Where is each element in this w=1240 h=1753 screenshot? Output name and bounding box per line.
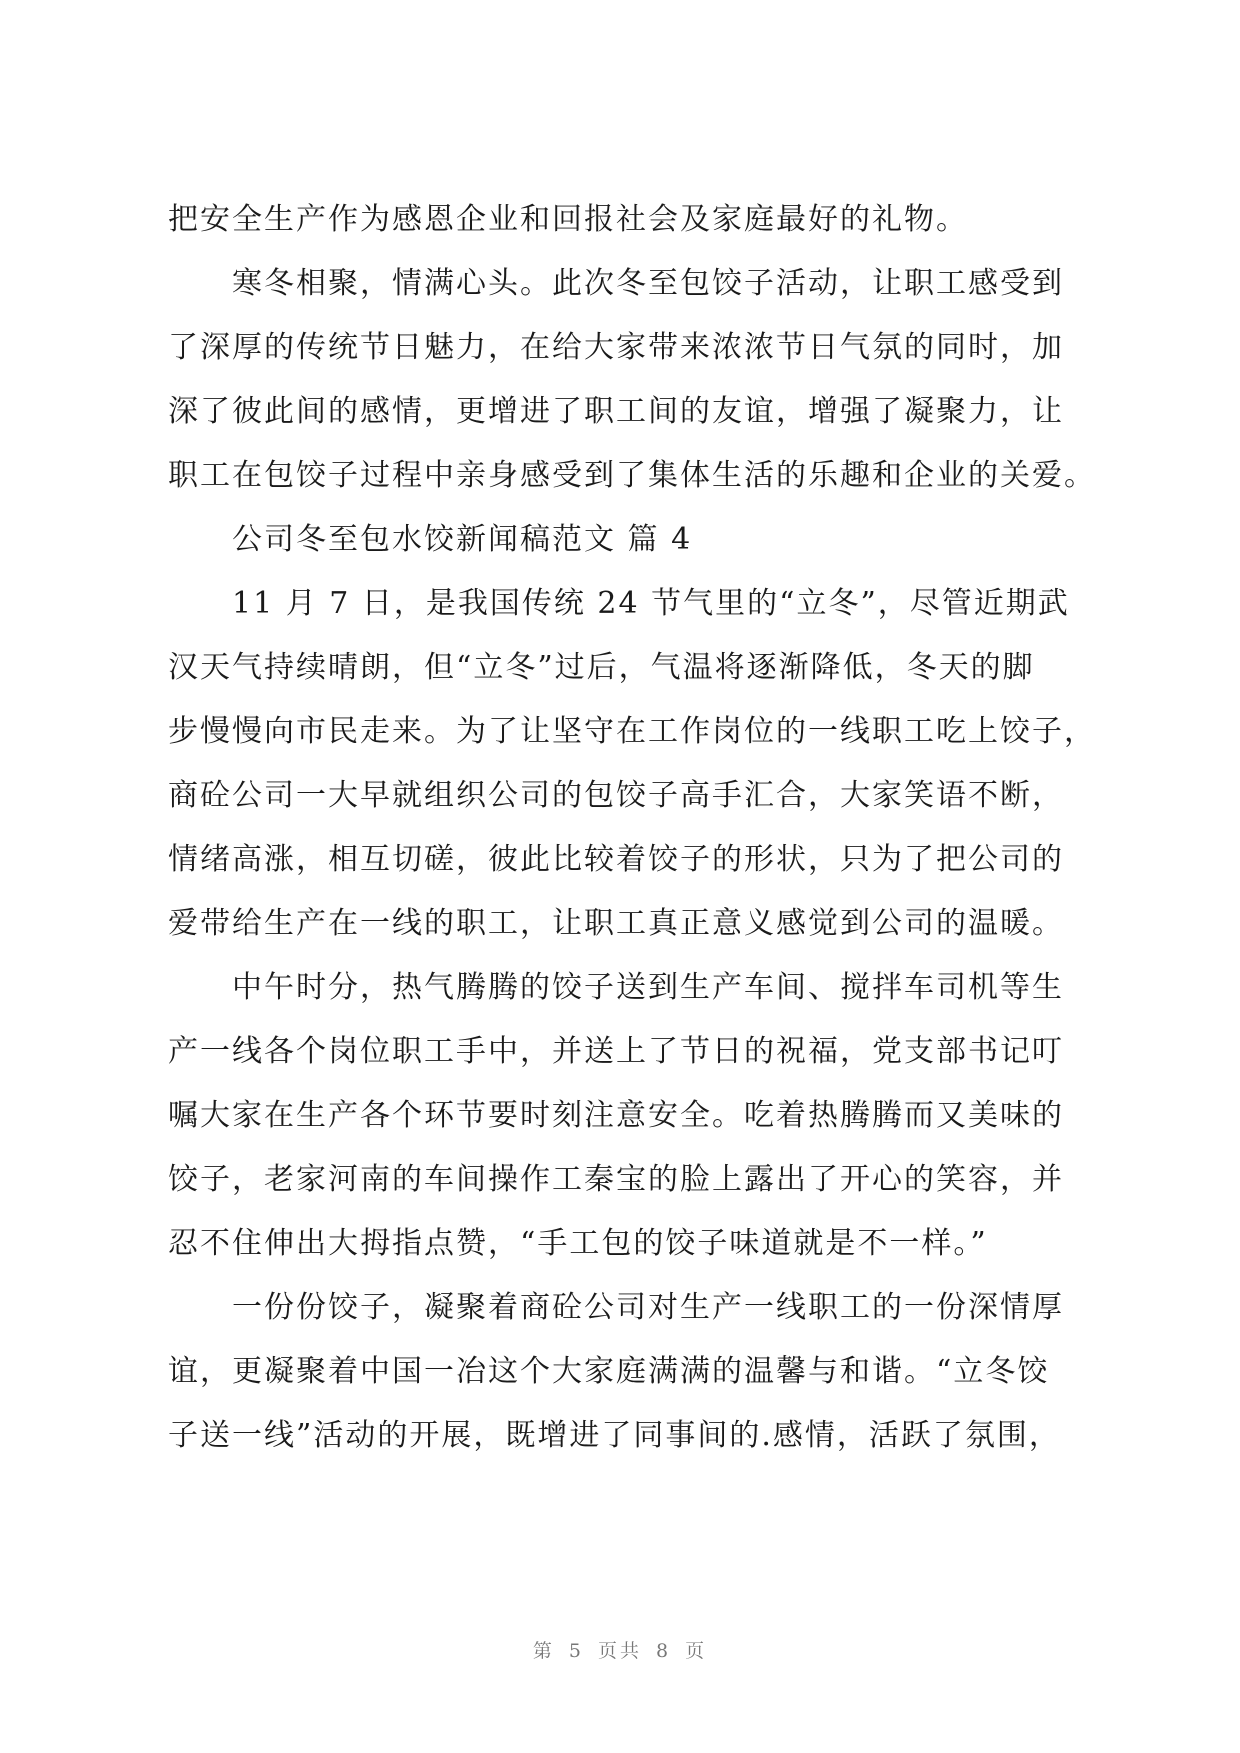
text-line: 汉天气持续晴朗，但“立冬”过后，气温将逐渐降低，冬天的脚 [168, 650, 1035, 685]
text-line: 深了彼此间的感情，更增进了职工间的友谊，增强了凝聚力，让 [168, 394, 1064, 429]
text-line: 忍不住伸出大拇指点赞，“手工包的饺子味道就是不一样。” [168, 1226, 988, 1261]
total-pages-number: 8 [656, 1640, 672, 1662]
text-line: 子送一线”活动的开展，既增进了同事间的.感情，活跃了氛围， [168, 1418, 1061, 1453]
document-body [168, 188, 1108, 1468]
footer-prefix: 第 [532, 1640, 555, 1662]
text-line: 了深厚的传统节日魅力，在给大家带来浓浓节日气氛的同时，加 [168, 330, 1064, 365]
text-line: 饺子，老家河南的车间操作工秦宝的脸上露出了开心的笑容，并 [168, 1162, 1064, 1197]
footer-middle: 页共 [597, 1640, 642, 1662]
text-line: 爱带给生产在一线的职工，让职工真正意义感觉到公司的温暖。 [168, 906, 1064, 941]
footer-suffix: 页 [685, 1640, 708, 1662]
text-line: 情绪高涨，相互切磋，彼此比较着饺子的形状，只为了把公司的 [168, 842, 1064, 877]
paragraph-start: 中午时分，热气腾腾的饺子送到生产车间、搅拌车司机等生 [232, 970, 1064, 1005]
text-line: 产一线各个岗位职工手中，并送上了节日的祝福，党支部书记叮 [168, 1034, 1064, 1069]
text-line: 商砼公司一大早就组织公司的包饺子高手汇合，大家笑语不断， [168, 778, 1064, 813]
current-page-number: 5 [568, 1640, 584, 1662]
text-line: 把安全生产作为感恩企业和回报社会及家庭最好的礼物。 [168, 202, 968, 237]
page-footer [0, 1636, 1240, 1663]
paragraph-start: 一份份饺子，凝聚着商砼公司对生产一线职工的一份深情厚 [232, 1290, 1064, 1325]
paragraph-start: 11 月 7 日，是我国传统 24 节气里的“立冬”，尽管近期武 [232, 586, 1070, 621]
text-line: 谊，更凝聚着中国一冶这个大家庭满满的温馨与和谐。“立冬饺 [168, 1354, 1050, 1389]
text-line: 嘱大家在生产各个环节要时刻注意安全。吃着热腾腾而又美味的 [168, 1098, 1064, 1133]
text-line: 职工在包饺子过程中亲身感受到了集体生活的乐趣和企业的关爱。 [168, 458, 1096, 493]
text-line: 步慢慢向市民走来。为了让坚守在工作岗位的一线职工吃上饺子， [168, 714, 1096, 749]
section-heading: 公司冬至包水饺新闻稿范文 篇 4 [232, 522, 693, 557]
paragraph-start: 寒冬相聚，情满心头。此次冬至包饺子活动，让职工感受到 [232, 266, 1064, 301]
